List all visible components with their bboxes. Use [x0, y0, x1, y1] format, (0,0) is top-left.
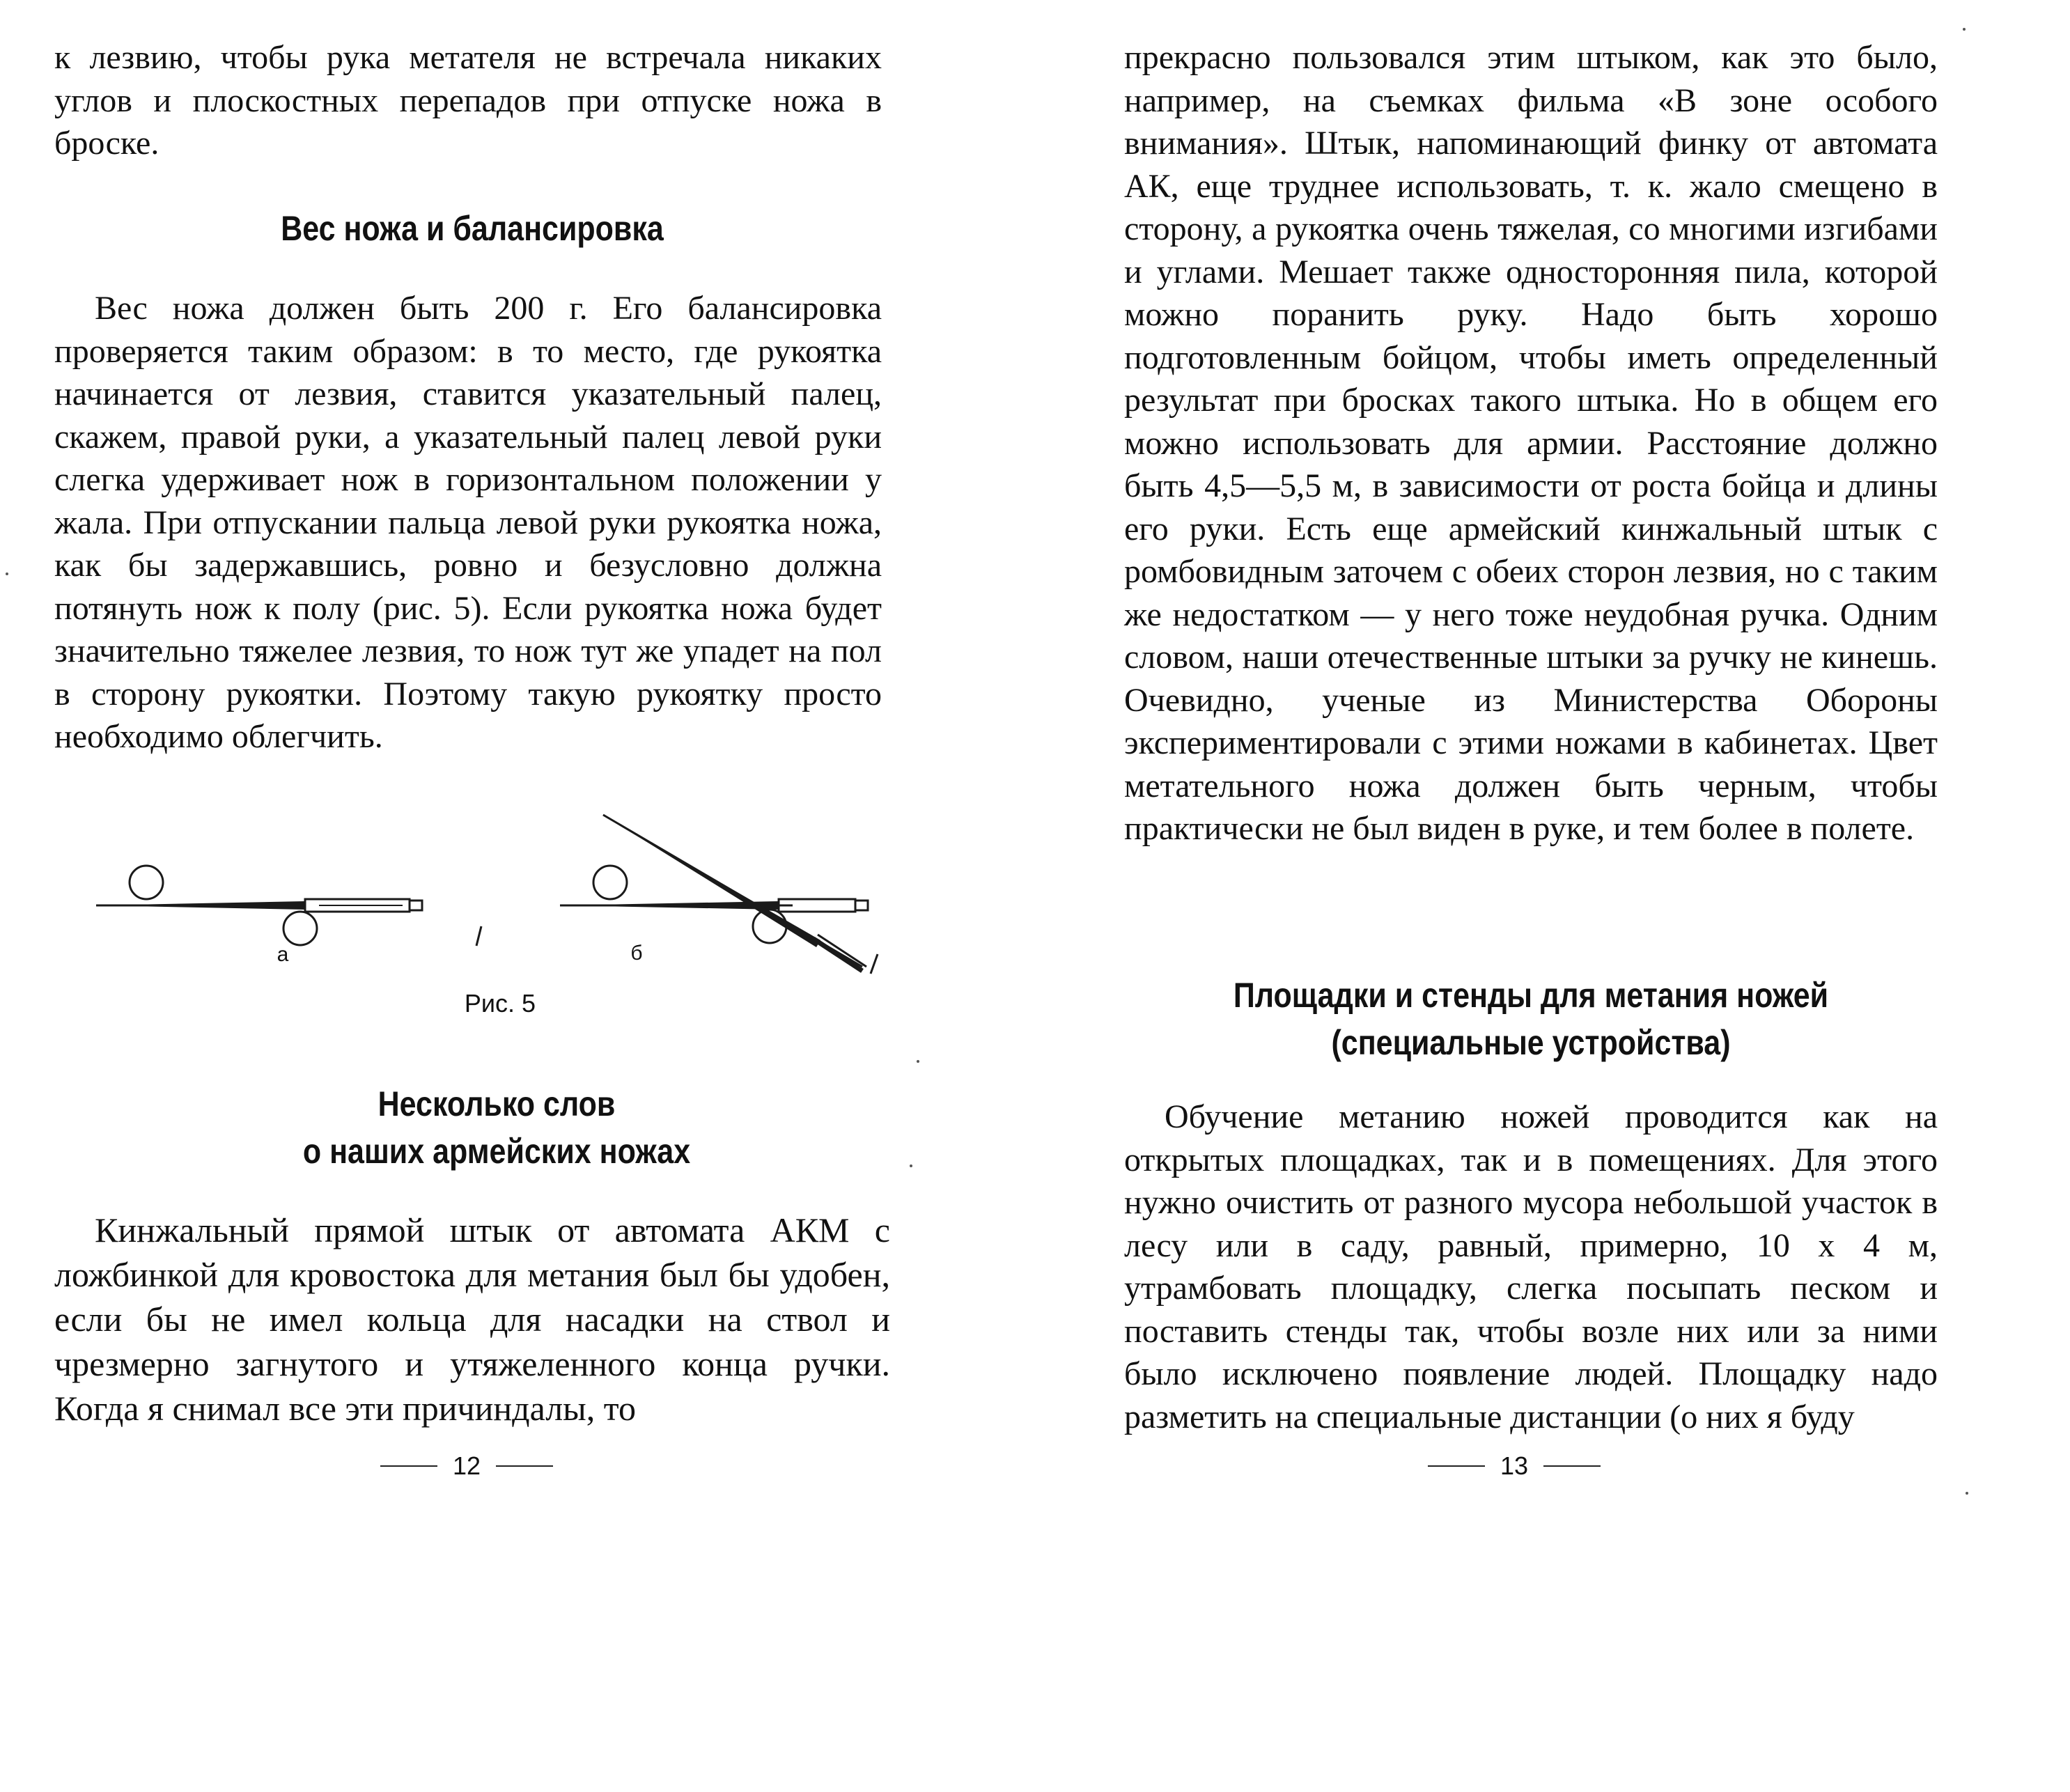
section-title-platforms-line1: Площадки и стенды для метания ножей: [1233, 976, 1829, 1015]
continuation-paragraph: прекрасно пользовался этим штыком, как это было, например, на съемках фильма «В зоне особого внимания». Штык, напоминающий финку от автомата АК, еще труднее использовать, т. к. жало смещено в сторону, а рукоятка очень тяжелая, со многими изгибами и углами. Мешает также односторонняя пила, которой можно поранить руку. Надо быть хорошо подготовленным бойцом, чтобы иметь определенный результат при бросках такого штыка. Но в общем его можно использовать для армии. Расстояние должно быть 4,5—5,5 м, в зависимости от роста бойца и длины его руки. Есть еще армейский кинжальный штык с ромбовидным заточем с обеих сторон лезвия, но с таким же недостатком — у него тоже неудобная ручка. Одним словом, наши отечественные штыки за ручку не кинешь. Очевидно, ученые из Министерства Обороны экспериментировали с этими ножами в кабинетах. Цвет метательного ножа должен быть черным, чтобы практически не был виден в руке, и тем более в полете.: [1124, 39, 1938, 847]
figure-b-tilting-knife: [560, 815, 878, 974]
knife-balance-figure: [96, 801, 918, 1003]
scan-speck: [1963, 28, 1966, 31]
army-knives-paragraph: Кинжальный прямой штык от автомата АКМ с ложбинкой для кровостока для метания был бы удобен, если бы не имел кольца для насадки на ствол и чрезмерно загнутого и утяжеленного конца ручки. Когда я снимал все эти причиндалы, то: [54, 1210, 890, 1428]
scan-speck: [1966, 1492, 1968, 1495]
platforms-paragraph: Обучение метанию ножей проводится как на открытых площадках, так и в помещениях. Для этого нужно очистить от разного мусора небольшой участок в лесу или в саду, равный, примерно, 10 х 4 м, утрамбовать площадку, слегка посыпать песком и поставить стенды так, чтобы возле них или за ними было исключено появление людей. Площадку надо разметить на специальные дистанции (о них я буду: [1124, 1098, 1938, 1435]
section-title-platforms-line2: (специальные устройства): [1331, 1023, 1731, 1062]
page-number-dash-right: [1543, 1465, 1601, 1467]
page-number-dash-right: [496, 1465, 553, 1467]
figure-a-horizontal-knife: [96, 866, 481, 946]
section-title-weight-balance: Вес ножа и балансировка: [281, 209, 664, 248]
page-number-13: [1428, 1451, 1601, 1481]
page-number-12: [380, 1451, 553, 1481]
scan-speck: [917, 1060, 919, 1063]
page-number-value: 12: [453, 1451, 481, 1480]
section-title-army-knives-line2: о наших армейских ножах: [302, 1132, 691, 1171]
figure-caption: Рис. 5: [464, 989, 536, 1018]
scan-speck: [6, 572, 8, 575]
weight-balance-paragraph: Вес ножа должен быть 200 г. Его балансировка проверяется таким образом: в то место, где рукоятка начинается от лезвия, ставится указательный палец, скажем, правой руки, а указательный палец левой руки слегка удерживает нож в горизонтальном положении у жала. При отпускании пальца левой руки рукоятка ножа, как бы задержавшись, ровно и безусловно должна потянуть нож к полу (рис. 5). Если рукоятка ножа будет значительно тяжелее лезвия, то нож тут же упадет на пол в сторону рукоятки. Поэтому такую рукоятку просто необходимо облегчить.: [54, 290, 882, 755]
scan-speck: [910, 1164, 912, 1167]
page-number-dash-left: [380, 1465, 437, 1467]
figure-label-b: б: [630, 942, 643, 965]
page-number-value: 13: [1500, 1451, 1529, 1480]
figure-label-a: а: [277, 943, 289, 966]
intro-paragraph: к лезвию, чтобы рука метателя не встречала никаких углов и плоскостных перепадов при отпуске ножа в броске.: [54, 39, 882, 162]
section-title-army-knives-line1: Несколько слов: [378, 1084, 616, 1123]
page-number-dash-left: [1428, 1465, 1485, 1467]
